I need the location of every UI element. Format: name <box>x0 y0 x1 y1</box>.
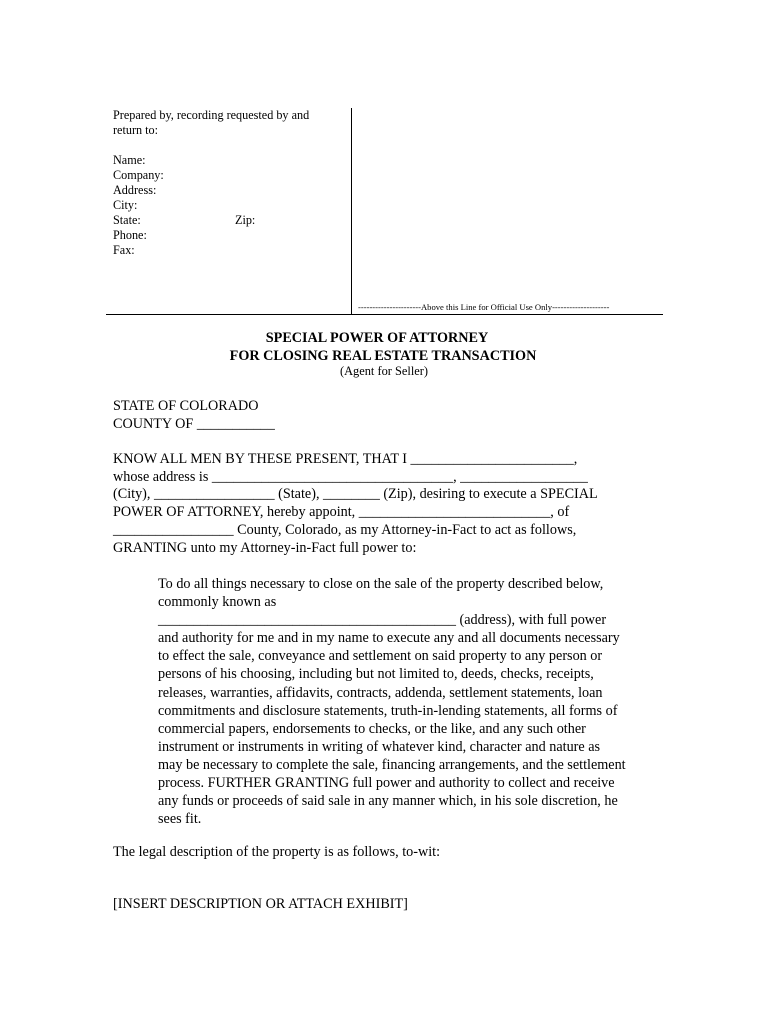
paragraph-line: __________________________________________ (address), with full power <box>158 612 607 629</box>
paragraph-line: may be necessary to complete the sale, financing arrangements, and the settlement <box>158 756 626 773</box>
venue-state: STATE OF COLORADO <box>113 398 259 414</box>
paragraph-line: commitments and disclosure statements, truth-in-lending statements, all forms of <box>158 702 618 719</box>
recording-divider-horizontal <box>106 314 663 315</box>
venue-county: COUNTY OF ___________ <box>113 416 275 432</box>
state-label: State: <box>113 213 141 227</box>
name-label: Name: <box>113 153 146 167</box>
document-title-line2: FOR CLOSING REAL ESTATE TRANSACTION <box>229 348 537 364</box>
paragraph-line: sees fit. <box>158 811 202 828</box>
zip-label: Zip: <box>235 213 256 227</box>
paragraph-line: (City), _________________ (State), ________ (Zip), desiring to execute a SPECIAL <box>113 486 598 503</box>
recording-divider-vertical <box>351 108 352 314</box>
paragraph-line: _________________ County, Colorado, as my Attorney-in-Fact to act as follows, <box>113 521 577 538</box>
paragraph-line: To do all things necessary to close on the sale of the property described below, <box>158 576 604 592</box>
insert-exhibit-line: [INSERT DESCRIPTION OR ATTACH EXHIBIT] <box>113 896 408 912</box>
phone-label: Phone: <box>113 228 147 242</box>
paragraph-line: releases, warranties, affidavits, contracts, addenda, settlement statements, loan <box>158 684 603 701</box>
legal-description-line: The legal description of the property is as follows, to-wit: <box>113 844 441 860</box>
state-zip-line <box>113 213 343 228</box>
venue-block <box>113 397 275 433</box>
paragraph-line: instrument or instruments in writing of whatever kind, character and nature as <box>158 738 601 755</box>
paragraph-line: process. FURTHER GRANTING full power and authority to collect and receive <box>158 775 615 792</box>
address-label: Address: <box>113 183 157 197</box>
paragraph-line: commercial papers, endorsements to checks, or the like, and any such other <box>158 720 586 737</box>
paragraph-line: any funds or proceeds of said sale in any manner which, in his sole discretion, he <box>158 793 618 810</box>
paragraph-line: persons of his choosing, including but not limited to, deeds, checks, receipts, <box>158 666 594 683</box>
fax-label: Fax: <box>113 243 135 257</box>
paragraph-line: to effect the sale, conveyance and settlement on said property to any person or <box>158 648 603 665</box>
paragraph-line: GRANTING unto my Attorney-in-Fact full power to: <box>113 539 417 556</box>
recording-info-block <box>113 108 343 258</box>
official-use-notice: ----------------------Above this Line for Official Use Only-------------------- <box>358 302 610 312</box>
prepared-by-line1: Prepared by, recording requested by and <box>113 108 310 122</box>
powers-paragraph <box>158 575 626 828</box>
city-label: City: <box>113 198 138 212</box>
paragraph-line: and authority for me and in my name to execute any and all documents necessary <box>158 630 620 647</box>
document-subtitle: (Agent for Seller) <box>339 364 429 378</box>
paragraph-line: KNOW ALL MEN BY THESE PRESENT, THAT I _______________________, <box>113 451 578 467</box>
document-title-line1: SPECIAL POWER OF ATTORNEY <box>265 330 489 346</box>
grant-paragraph <box>113 451 598 557</box>
spacer <box>113 138 343 153</box>
prepared-by-line2: return to: <box>113 123 159 137</box>
paragraph-line: commonly known as <box>158 594 277 611</box>
paragraph-line: POWER OF ATTORNEY, hereby appoint, ___________________________, of <box>113 504 570 521</box>
paragraph-line: whose address is __________________________________, __________________ <box>113 468 588 485</box>
company-label: Company: <box>113 168 164 182</box>
